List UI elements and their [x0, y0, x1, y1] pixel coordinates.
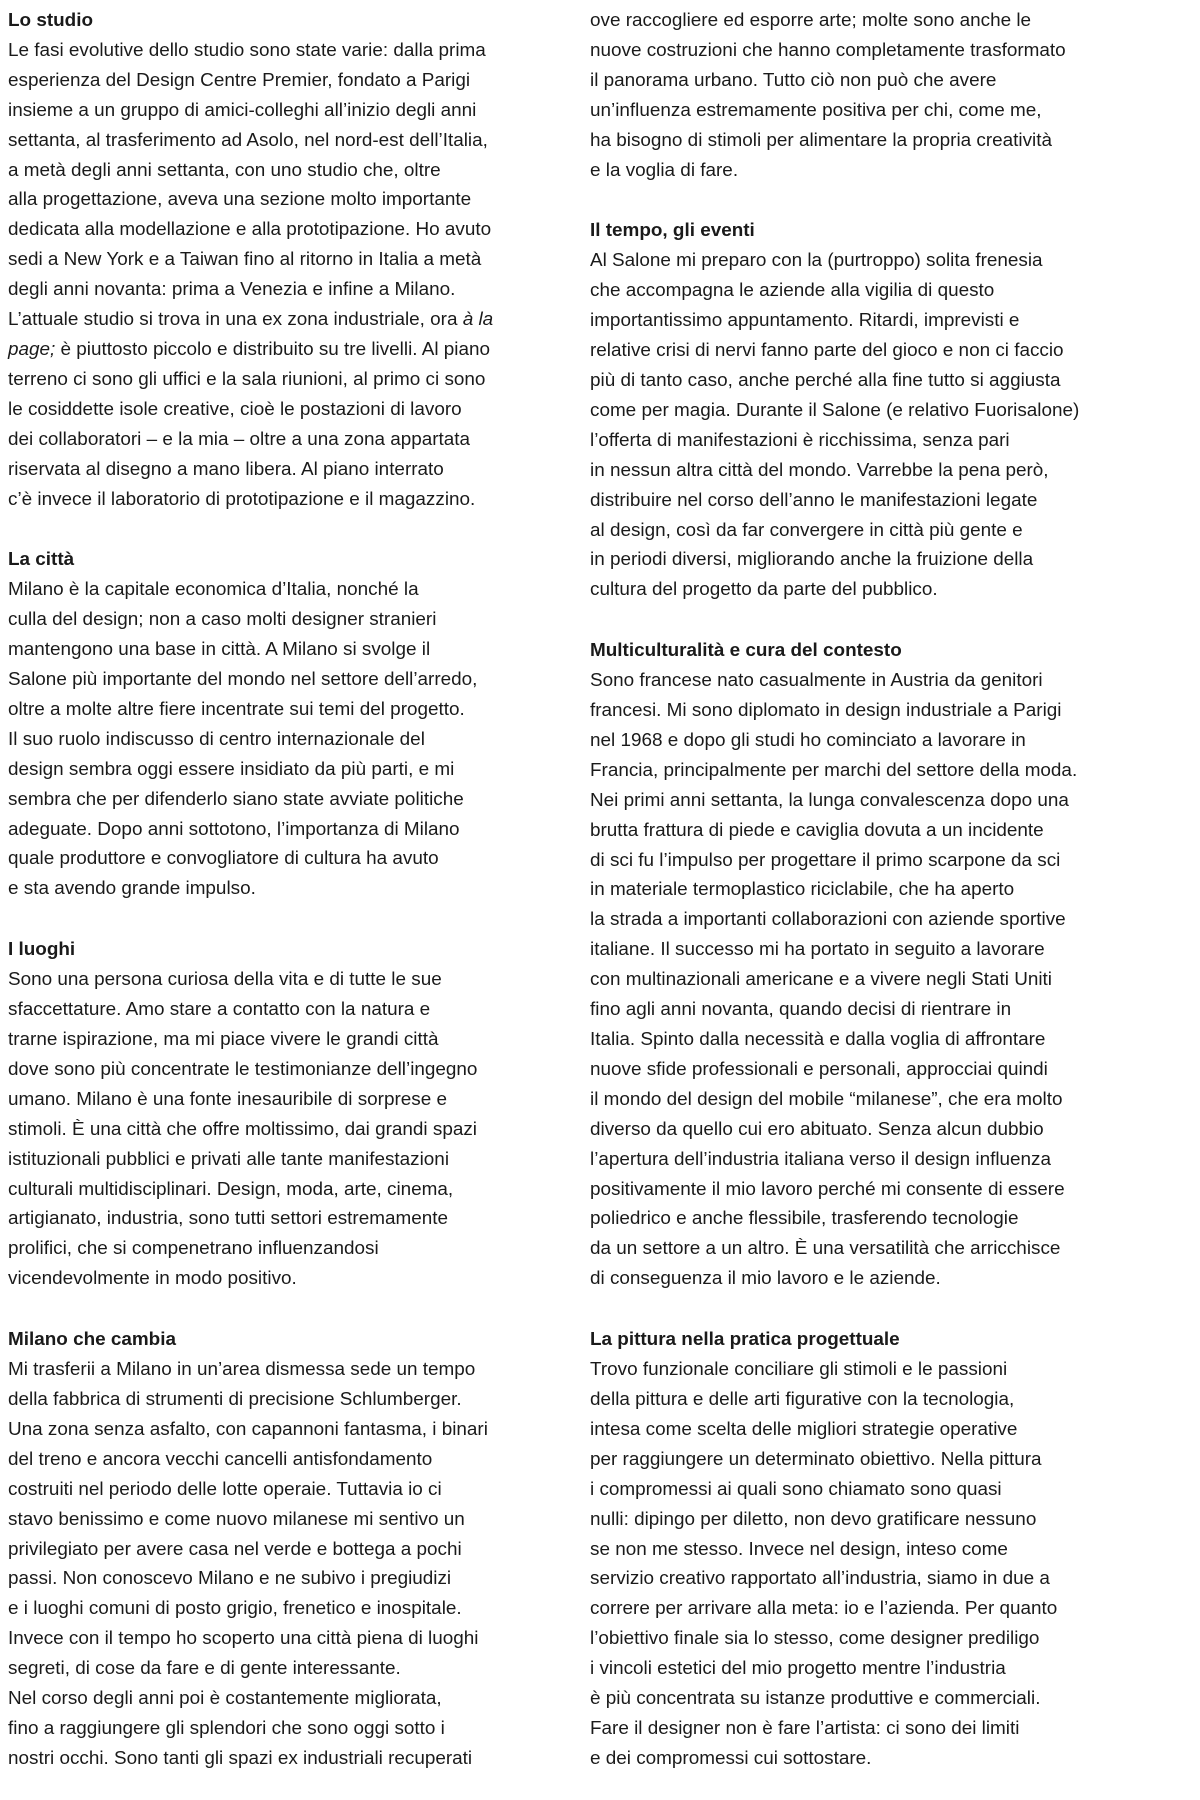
text-line: e sta avendo grande impulso.	[8, 878, 256, 900]
text-line: Sono una persona curiosa della vita e di tutte le sue	[8, 969, 442, 991]
text-line: che accompagna le aziende alla vigilia di questo	[590, 280, 995, 302]
text-line: Nei primi anni settanta, la lunga convalescenza dopo una	[590, 789, 1069, 811]
text-line: con multinazionali americane e a vivere negli Stati Uniti	[590, 969, 1052, 991]
text-line: l’obiettivo finale sia lo stesso, come designer prediligo	[590, 1628, 1040, 1650]
text-line: Le fasi evolutive dello studio sono state varie: dalla prima	[8, 39, 486, 61]
text-line: del treno e ancora vecchi cancelli antisfondamento	[8, 1448, 433, 1470]
text-line: trarne ispirazione, ma mi piace vivere le grandi città	[8, 1029, 439, 1050]
text-line: è più concentrata su istanze produttive e commerciali.	[590, 1688, 1041, 1710]
section-heading: Milano che cambia	[8, 1329, 176, 1351]
text-line: in nessun altra città del mondo. Varrebbe la pena però,	[590, 459, 1049, 481]
text-line: degli anni novanta: prima a Venezia e infine a Milano.	[8, 279, 456, 301]
section-body	[8, 36, 580, 515]
text-line: insieme a un gruppo di amici-colleghi all’inizio degli anni	[8, 99, 477, 121]
text-line: riservata al disegno a mano libera. Al piano interrato	[8, 458, 444, 480]
text-line: intesa come scelta delle migliori strategie operative	[590, 1418, 1018, 1440]
section-body	[8, 965, 580, 1294]
text-line: Il suo ruolo indiscusso di centro internazionale del	[8, 728, 425, 750]
section-body	[590, 1355, 1196, 1774]
section-il-tempo-gli-eventi	[590, 216, 1196, 605]
text-line: di conseguenza il mio lavoro e le aziende.	[590, 1268, 941, 1290]
section-body	[590, 246, 1196, 605]
section-la-pittura-nella-pratica-progettuale	[590, 1325, 1196, 1774]
text-line: culturali multidisciplinari. Design, moda, arte, cinema,	[8, 1178, 454, 1200]
left-column	[8, 6, 580, 1800]
text-line: stimoli. È una città che offre moltissimo, dai grandi spazi	[8, 1118, 477, 1140]
text-line: l’apertura dell’industria italiana verso il design influenza	[590, 1148, 1051, 1170]
text-line: Mi trasferii a Milano in un’area dismessa sede un tempo	[8, 1359, 476, 1381]
text-line: ha bisogno di stimoli per alimentare la propria creatività	[590, 129, 1052, 151]
text-line: sedi a New York e a Taiwan fino al ritorno in Italia a metà	[8, 249, 482, 271]
text-line: della pittura e delle arti figurative con la tecnologia,	[590, 1388, 1015, 1410]
section-continuation	[590, 6, 1196, 185]
text-line: esperienza del Design Centre Premier, fondato a Parigi	[8, 69, 471, 91]
section-heading: Il tempo, gli eventi	[590, 220, 755, 242]
text-line: nel 1968 e dopo gli studi ho cominciato a lavorare in	[590, 729, 1026, 751]
text-line: un’influenza estremamente positiva per chi, come me,	[590, 99, 1042, 121]
text-line: mantengono una base in città. A Milano si svolge il	[8, 639, 431, 661]
text-line: di sci fu l’impulso per progettare il primo scarpone da sci	[590, 849, 1061, 871]
section-heading: La città	[8, 549, 75, 571]
text-line: Italia. Spinto dalla necessità e dalla voglia di affrontare	[590, 1029, 1046, 1050]
text-line: in materiale termoplastico riciclabile, che ha aperto	[590, 879, 1015, 901]
text-line: distribuire nel corso dell’anno le manifestazioni legate	[590, 489, 1038, 511]
text-line: da un settore a un altro. È una versatilità che arricchisce	[590, 1238, 1061, 1260]
section-body	[8, 1355, 580, 1774]
text-line: sembra che per difenderlo siano state avviate politiche	[8, 788, 464, 810]
text-line: se non me stesso. Invece nel design, inteso come	[590, 1538, 1008, 1560]
text-line: la strada a importanti collaborazioni con aziende sportive	[590, 909, 1066, 931]
text-line: i compromessi ai quali sono chiamato sono quasi	[590, 1478, 1002, 1500]
text-line: L’attuale studio si trova in una ex zona industriale, ora à la	[8, 309, 494, 331]
text-line: Nel corso degli anni poi è costantemente migliorata,	[8, 1688, 442, 1710]
section-heading: Lo studio	[8, 10, 93, 31]
text-line: Una zona senza asfalto, con capannoni fantasma, i binari	[8, 1418, 488, 1440]
text-line: alla progettazione, aveva una sezione molto importante	[8, 189, 472, 211]
text-line: nuove costruzioni che hanno completamente trasformato	[590, 39, 1066, 61]
section-lo-studio	[8, 6, 580, 514]
text-line: nuove sfide professionali e personali, approcciai quindi	[590, 1058, 1048, 1080]
text-line: della fabbrica di strumenti di precisione Schlumberger.	[8, 1388, 462, 1410]
text-line: poliedrico e anche flessibile, trasferendo tecnologie	[590, 1208, 1019, 1230]
text-line: italiane. Il successo mi ha portato in seguito a lavorare	[590, 939, 1045, 961]
text-line: design sembra oggi essere insidiato da più parti, e mi	[8, 758, 455, 780]
text-line: in periodi diversi, migliorando anche la fruizione della	[590, 549, 1034, 571]
section-multiculturalita-e-cura-del-contesto	[590, 636, 1196, 1294]
text-line: le cosiddette isole creative, cioè le postazioni di lavoro	[8, 398, 462, 420]
text-line: francesi. Mi sono diplomato in design industriale a Parigi	[590, 700, 1062, 722]
text-line: come per magia. Durante il Salone (e relativo Fuorisalone)	[590, 399, 1080, 421]
text-line: Milano è la capitale economica d’Italia, nonché la	[8, 579, 419, 601]
text-line: culla del design; non a caso molti designer stranieri	[8, 609, 437, 631]
text-line: Fare il designer non è fare l’artista: ci sono dei limiti	[590, 1717, 1020, 1739]
text-line: passi. Non conoscevo Milano e ne subivo i pregiudizi	[8, 1568, 452, 1590]
text-line: terreno ci sono gli uffici e la sala riunioni, al primo ci sono	[8, 368, 486, 390]
text-line: Invece con il tempo ho scoperto una città piena di luoghi	[8, 1628, 479, 1650]
text-line: importantissimo appuntamento. Ritardi, imprevisti e	[590, 310, 1020, 332]
text-line: fino agli anni novanta, quando decisi di rientrare in	[590, 999, 1012, 1021]
text-line: Sono francese nato casualmente in Austria da genitori	[590, 670, 1043, 692]
text-line: costruiti nel periodo delle lotte operaie. Tuttavia io ci	[8, 1478, 442, 1500]
text-line: stavo benissimo e come nuovo milanese mi sentivo un	[8, 1508, 465, 1530]
text-line: correre per arrivare alla meta: io e l’azienda. Per quanto	[590, 1598, 1058, 1620]
italic-phrase: page;	[8, 338, 56, 360]
text-line: umano. Milano è una fonte inesauribile di sorprese e	[8, 1088, 447, 1110]
text-line: segreti, di cose da fare e di gente interessante.	[8, 1658, 401, 1680]
section-heading: Multiculturalità e cura del contesto	[590, 640, 902, 662]
text-line: vicendevolmente in modo positivo.	[8, 1268, 297, 1290]
text-line: dei collaboratori – e la mia – oltre a una zona appartata	[8, 428, 471, 450]
text-line: relative crisi di nervi fanno parte del gioco e non ci faccio	[590, 340, 1064, 362]
text-line: Francia, principalmente per marchi del settore della moda.	[590, 759, 1078, 781]
text-line: nulli: dipingo per diletto, non devo gratificare nessuno	[590, 1508, 1037, 1530]
text-line: per raggiungere un determinato obiettivo. Nella pittura	[590, 1448, 1042, 1470]
text-line: positivamente il mio lavoro perché mi consente di essere	[590, 1178, 1065, 1200]
text-line: sfaccettature. Amo stare a contatto con la natura e	[8, 999, 431, 1021]
text-line: dove sono più concentrate le testimonianze dell’ingegno	[8, 1058, 478, 1080]
text-line: nostri occhi. Sono tanti gli spazi ex industriali recuperati	[8, 1747, 473, 1769]
text-line: cultura del progetto da parte del pubblico.	[590, 579, 938, 601]
text-line: a metà degli anni settanta, con uno studio che, oltre	[8, 159, 441, 181]
text-line: page; è piuttosto piccolo e distribuito su tre livelli. Al piano	[8, 338, 490, 360]
text-line: brutta frattura di piede e caviglia dovuta a un incidente	[590, 819, 1044, 841]
section-body	[590, 666, 1196, 1294]
text-line: servizio creativo rapportato all’industria, siamo in due a	[590, 1568, 1050, 1590]
text-line: l’offerta di manifestazioni è ricchissima, senza pari	[590, 429, 1010, 451]
text-line: settanta, al trasferimento ad Asolo, nel nord-est dell’Italia,	[8, 129, 488, 151]
text-line: oltre a molte altre fiere incentrate sui temi del progetto.	[8, 698, 465, 720]
text-line: c’è invece il laboratorio di prototipazione e il magazzino.	[8, 488, 476, 510]
right-column	[590, 6, 1196, 1800]
text-line: prolifici, che si compenetrano influenzandosi	[8, 1238, 379, 1260]
text-line: il panorama urbano. Tutto ciò non può che avere	[590, 69, 997, 91]
text-line: Al Salone mi preparo con la (purtroppo) solita frenesia	[590, 250, 1043, 272]
section-body	[8, 575, 580, 904]
section-la-citta	[8, 545, 580, 904]
text-line: ove raccogliere ed esporre arte; molte sono anche le	[590, 10, 1032, 31]
text-line: Salone più importante del mondo nel settore dell’arredo,	[8, 669, 478, 691]
text-line: privilegiato per avere casa nel verde e bottega a pochi	[8, 1538, 462, 1560]
text-line: e la voglia di fare.	[590, 159, 739, 181]
text-line: Trovo funzionale conciliare gli stimoli e le passioni	[590, 1359, 1008, 1381]
section-milano-che-cambia	[8, 1325, 580, 1774]
section-heading: La pittura nella pratica progettuale	[590, 1329, 900, 1351]
italic-phrase: à la	[462, 309, 494, 331]
text-line: adeguate. Dopo anni sottotono, l’importanza di Milano	[8, 818, 460, 840]
text-line: più di tanto caso, anche perché alla fine tutto si aggiusta	[590, 369, 1061, 391]
section-body	[590, 6, 1196, 185]
text-line: quale produttore e convogliatore di cultura ha avuto	[8, 848, 439, 870]
text-line: diverso da quello cui ero abituato. Senza alcun dubbio	[590, 1118, 1044, 1140]
text-line: artigianato, industria, sono tutti settori estremamente	[8, 1208, 448, 1230]
text-line: dedicata alla modellazione e alla prototipazione. Ho avuto	[8, 219, 492, 241]
text-line: il mondo del design del mobile “milanese”, che era molto	[590, 1088, 1063, 1110]
text-line: al design, così da far convergere in città più gente e	[590, 519, 1023, 541]
text-line: istituzionali pubblici e privati alle tante manifestazioni	[8, 1148, 450, 1170]
section-i-luoghi	[8, 935, 580, 1294]
section-heading: I luoghi	[8, 939, 76, 961]
text-line: e dei compromessi cui sottostare.	[590, 1747, 872, 1769]
text-line: fino a raggiungere gli splendori che sono oggi sotto i	[8, 1717, 445, 1739]
text-line: i vincoli estetici del mio progetto mentre l’industria	[590, 1658, 1006, 1680]
text-line: e i luoghi comuni di posto grigio, frenetico e inospitale.	[8, 1598, 462, 1620]
